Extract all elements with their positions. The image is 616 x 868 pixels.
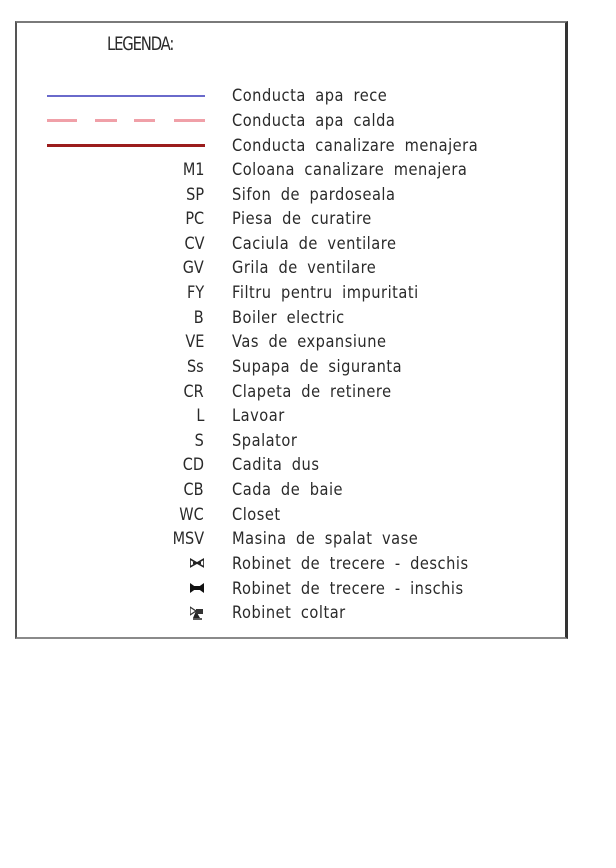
legend-label: Boiler electric (232, 308, 345, 328)
legend-row-valve-closed (0, 577, 616, 601)
legend-label: Cada de baie (232, 480, 344, 500)
legend-symbol: PC (185, 209, 204, 229)
legend-label: Grila de ventilare (232, 258, 377, 278)
legend-row (0, 453, 616, 477)
legend-symbol: B (194, 308, 204, 328)
legend-row (0, 281, 616, 305)
legend-row-hot-water (0, 109, 616, 133)
legend-row (0, 232, 616, 256)
legend-row-angle-valve (0, 601, 616, 625)
legend-label: Conducta apa rece (232, 86, 388, 106)
legend-label: Masina de spalat vase (232, 529, 419, 549)
legend-row (0, 503, 616, 527)
legend-label: Coloana canalizare menajera (232, 160, 468, 180)
valve-closed-icon (190, 583, 204, 593)
legend-label: Filtru pentru impuritati (232, 283, 419, 303)
legend-label: Lavoar (232, 406, 285, 426)
legend-label: Spalator (232, 431, 298, 451)
legend-label: Caciula de ventilare (232, 234, 397, 254)
legend-symbol: VE (184, 332, 204, 352)
legend-row-valve-open (0, 552, 616, 576)
legend-row (0, 330, 616, 354)
cold-water-line-icon (47, 95, 205, 97)
legend-row (0, 183, 616, 207)
legend-label: Robinet coltar (232, 603, 346, 623)
legend-title: LEGENDA: (107, 33, 174, 55)
legend-symbol: SP (186, 185, 204, 205)
sewage-line-icon (47, 144, 205, 147)
legend-symbol: GV (182, 258, 204, 278)
legend-symbol: L (195, 406, 204, 426)
legend-row (0, 306, 616, 330)
legend-symbol: CB (183, 480, 204, 500)
legend-symbol: FY (186, 283, 204, 303)
legend-row (0, 207, 616, 231)
legend-symbol: M1 (182, 160, 204, 180)
legend-row (0, 429, 616, 453)
legend-label: Conducta canalizare menajera (232, 136, 479, 156)
legend-symbol: CV (184, 234, 204, 254)
legend-label: Sifon de pardoseala (232, 185, 396, 205)
legend-label: Cadita dus (232, 455, 320, 475)
legend-row (0, 527, 616, 551)
legend-label: Robinet de trecere - inschis (232, 579, 464, 599)
angle-valve-icon (190, 606, 204, 620)
legend-label: Vas de expansiune (232, 332, 387, 352)
valve-open-icon (190, 558, 204, 568)
legend-symbol: S (194, 431, 204, 451)
legend-label: Clapeta de retinere (232, 382, 392, 402)
legend-row (0, 158, 616, 182)
legend-row (0, 355, 616, 379)
legend-row (0, 404, 616, 428)
hot-water-dashed-line-icon (47, 119, 205, 122)
legend-symbol: CR (183, 382, 204, 402)
legend-symbol: CD (182, 455, 204, 475)
legend-row-cold-water (0, 84, 616, 108)
legend-row (0, 478, 616, 502)
legend-symbol: MSV (172, 529, 204, 549)
legend-row (0, 256, 616, 280)
legend-label: Conducta apa calda (232, 111, 396, 131)
legend-label: Robinet de trecere - deschis (232, 554, 469, 574)
legend-label: Piesa de curatire (232, 209, 372, 229)
legend-symbol: WC (179, 505, 204, 525)
legend-symbol: Ss (187, 357, 204, 377)
legend-label: Supapa de siguranta (232, 357, 403, 377)
legend-label: Closet (232, 505, 281, 525)
legend-row (0, 380, 616, 404)
legend-row-sewage (0, 134, 616, 158)
